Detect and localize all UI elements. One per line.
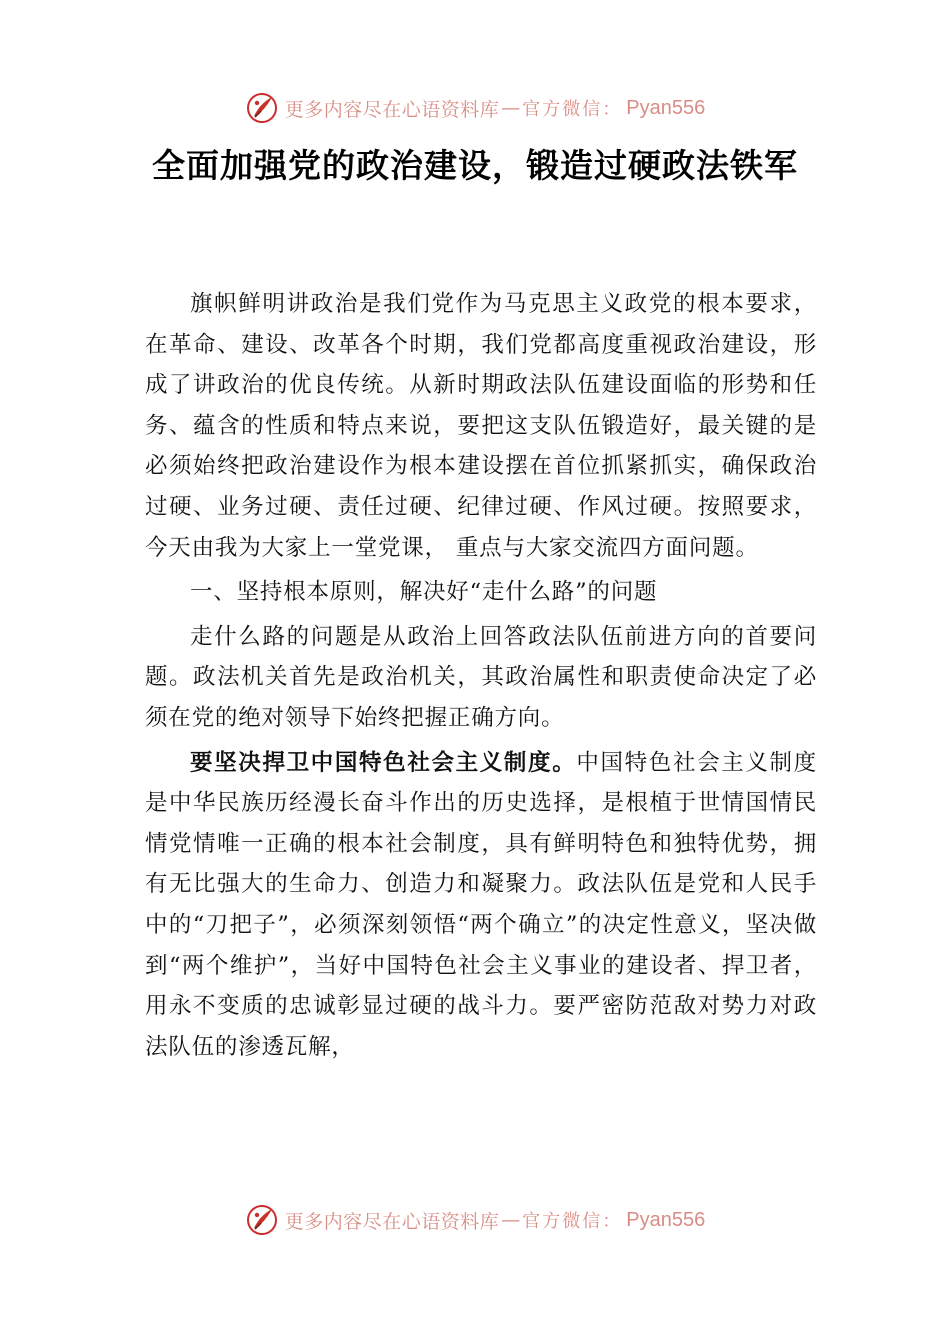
paragraph-intro	[145, 284, 817, 568]
quill-seal-icon	[245, 1203, 279, 1237]
section-heading	[145, 572, 817, 613]
paragraph-point	[145, 743, 817, 1068]
watermark-wechat-id: Pyan556	[626, 1208, 706, 1231]
watermark-brand: 更多内容尽在心语资料库	[284, 1210, 500, 1233]
footer-watermark	[0, 1200, 950, 1240]
watermark-brand: 更多内容尽在心语资料库	[284, 98, 500, 121]
paragraph-lead-bold: 要坚决捍卫中国特色社会主义制度。	[190, 749, 577, 776]
watermark-wechat-id: Pyan556	[626, 96, 706, 119]
watermark-separator: —	[501, 1209, 521, 1231]
document-title: 全面加强党的政治建设，锻造过硬政法铁军	[152, 146, 798, 185]
paragraph-text: 中国特色社会主义制度是中华民族历经漫长奋斗作出的历史选择，是根植于世情国情民情党情唯一正确的根本社会制度，具有鲜明特色和独特优势，拥有无比强大的生命力、创造力和凝聚力。政法队伍是党和人民手中的“刀把子”，必须深刻领悟“两个确立”的决定性意义，坚决做到“两个维护”，当好中国特色社会主义事业的建设者、捍卫者，用永不变质的忠诚彰显过硬的战斗力。要严密防范敌对势力对政法队伍的渗透瓦解，	[145, 749, 817, 1060]
header-watermark	[0, 88, 950, 128]
document-body	[145, 284, 817, 1067]
paragraph-text: 走什么路的问题是从政治上回答政法队伍前进方向的首要问题。政法机关首先是政治机关，其政治属性和职责使命决定了必须在党的绝对领导下始终把握正确方向。	[145, 623, 817, 731]
watermark-separator: —	[501, 97, 521, 119]
watermark-label: 官方微信：	[522, 99, 623, 120]
paragraph-text: 旗帜鲜明讲政治是我们党作为马克思主义政党的根本要求，在革命、建设、改革各个时期，我们党都高度重视政治建设，形成了讲政治的优良传统。从新时期政法队伍建设面临的形势和任务、蕴含的性质和特点来说，要把这支队伍锻造好，最关键的是必须始终把政治建设作为根本建设摆在首位抓紧抓实，确保政治过硬、业务过硬、责任过硬、纪律过硬、作风过硬。按照要求，今天由我为大家上一堂党课， 重点与大家交流四方面问题。	[145, 291, 817, 561]
watermark-label: 官方微信：	[522, 1211, 623, 1232]
paragraph-section-intro	[145, 617, 817, 739]
quill-seal-icon	[245, 91, 279, 125]
paragraph-text: 一、坚持根本原则，解决好“走什么路”的问题	[190, 579, 658, 606]
